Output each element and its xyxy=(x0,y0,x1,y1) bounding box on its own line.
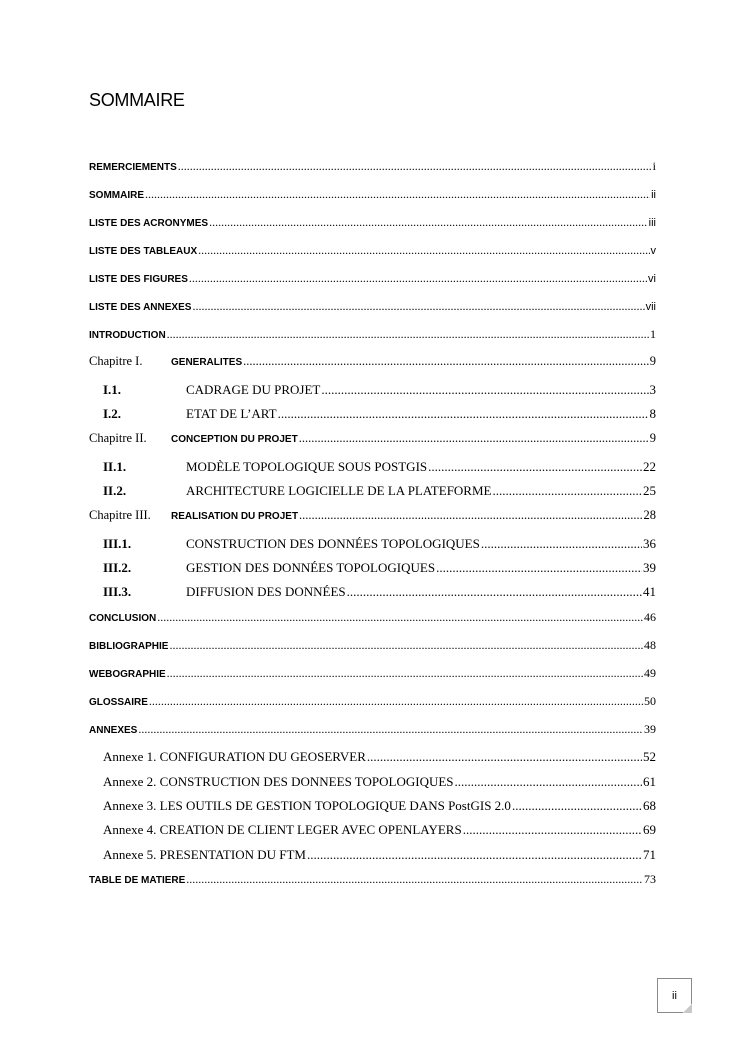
dot-leader xyxy=(367,749,642,765)
section-number: I.1. xyxy=(103,382,122,397)
dot-leader xyxy=(192,299,644,314)
toc-annexe-2[interactable] xyxy=(89,774,656,790)
toc-entry-page: 68 xyxy=(643,798,656,813)
section-number: III.2. xyxy=(103,560,132,575)
toc-entry-page: 1 xyxy=(650,327,656,341)
dot-leader xyxy=(167,327,649,342)
dot-leader xyxy=(198,243,649,258)
page-number: ii xyxy=(672,989,677,1002)
toc-entry-page: v xyxy=(650,245,656,257)
toc-annexe-1[interactable] xyxy=(89,749,656,765)
dot-leader xyxy=(299,431,649,446)
dot-leader xyxy=(492,483,642,499)
toc-section-1-2[interactable] xyxy=(89,406,656,422)
toc-entry-tableaux[interactable] xyxy=(89,243,656,258)
toc-annexe-5[interactable] xyxy=(89,847,656,863)
section-title: CADRAGE DU PROJET xyxy=(186,382,321,397)
toc-entry-page: ii xyxy=(651,189,656,201)
section-title: ETAT DE L’ART xyxy=(186,406,277,421)
section-number: I.2. xyxy=(103,406,122,421)
toc-entry-title: BIBLIOGRAPHIE xyxy=(89,641,169,652)
toc-entry-page: 50 xyxy=(644,694,656,708)
dot-leader xyxy=(157,610,643,625)
dot-leader xyxy=(278,406,649,422)
dot-leader xyxy=(347,584,642,600)
section-title: ARCHITECTURE LOGICIELLE DE LA PLATEFORME xyxy=(186,483,492,498)
dot-leader xyxy=(299,508,642,523)
toc-entry-page: 9 xyxy=(649,354,656,368)
dot-leader xyxy=(463,822,642,838)
toc-annexe-4[interactable] xyxy=(89,822,656,838)
annexe-title: Annexe 4. CREATION DE CLIENT LEGER AVEC OPENLAYERS xyxy=(103,822,462,837)
toc-section-1-1[interactable] xyxy=(89,382,656,398)
toc-entry-page: vii xyxy=(645,301,656,313)
toc-chapter-1[interactable] xyxy=(89,354,656,369)
toc-entry-page: 9 xyxy=(649,431,656,445)
dot-leader xyxy=(189,271,647,286)
dot-leader xyxy=(149,694,643,709)
dot-leader xyxy=(481,536,642,552)
toc-entry-page: 36 xyxy=(643,536,656,551)
dot-leader xyxy=(169,638,643,653)
toc-entry-page: iii xyxy=(648,217,656,229)
chapter-number: Chapitre I. xyxy=(89,354,143,368)
chapter-number: Chapitre II. xyxy=(89,431,147,445)
toc-entry-acronymes[interactable] xyxy=(89,215,656,230)
toc-section-2-1[interactable] xyxy=(89,459,656,475)
toc-entry-title: CONCLUSION xyxy=(89,613,157,624)
toc-entry-title: INTRODUCTION xyxy=(89,330,166,341)
annexe-title: Annexe 5. PRESENTATION DU FTM xyxy=(103,847,306,862)
section-number: III.3. xyxy=(103,584,132,599)
toc-entry-page: vi xyxy=(648,273,656,285)
toc-entry-page: 73 xyxy=(644,872,656,886)
chapter-number: Chapitre III. xyxy=(89,508,151,522)
toc-entry-page: 49 xyxy=(644,666,656,680)
chapter-title: GENERALITES xyxy=(171,357,243,368)
toc-entry-page: 46 xyxy=(644,610,656,624)
toc-entry-page: 71 xyxy=(643,847,656,862)
toc-entry-title: LISTE DES FIGURES xyxy=(89,274,188,285)
toc-entry-annexes[interactable] xyxy=(89,722,656,737)
toc-entry-page: 61 xyxy=(643,774,656,789)
toc-entry-title: REMERCIEMENTS xyxy=(89,162,177,173)
toc-section-3-3[interactable] xyxy=(89,584,656,600)
dot-leader xyxy=(307,847,642,863)
page-curl-icon xyxy=(683,1004,692,1013)
toc-entry-page: 22 xyxy=(643,459,656,474)
dot-leader xyxy=(321,382,648,398)
section-title: DIFFUSION DES DONNÉES xyxy=(186,584,346,599)
toc-entry-title: LISTE DES ANNEXES xyxy=(89,302,192,313)
dot-leader xyxy=(145,187,650,202)
toc-entry-glossaire[interactable] xyxy=(89,694,656,709)
dot-leader xyxy=(512,798,642,814)
toc-entry-page: 52 xyxy=(643,749,656,764)
section-number: III.1. xyxy=(103,536,132,551)
section-title: CONSTRUCTION DES DONNÉES TOPOLOGIQUES xyxy=(186,536,480,551)
dot-leader xyxy=(167,666,643,681)
page-number-box xyxy=(657,978,692,1013)
toc-entry-title: LISTE DES ACRONYMES xyxy=(89,218,209,229)
annexe-title: Annexe 3. LES OUTILS DE GESTION TOPOLOGIQUE DANS PostGIS 2.0 xyxy=(103,798,511,813)
toc-entry-page: 39 xyxy=(643,560,656,575)
toc-section-3-2[interactable] xyxy=(89,560,656,576)
toc-entry-sommaire[interactable] xyxy=(89,187,656,202)
toc-entry-page: 41 xyxy=(643,584,656,599)
toc-entry-page: 39 xyxy=(644,722,656,736)
toc-entry-page: 28 xyxy=(643,508,656,522)
annexe-title: Annexe 1. CONFIGURATION DU GEOSERVER xyxy=(103,749,366,764)
toc-entry-page: 69 xyxy=(643,822,656,837)
section-title: MODÈLE TOPOLOGIQUE SOUS POSTGIS xyxy=(186,459,428,474)
toc-entry-webographie[interactable] xyxy=(89,666,656,681)
toc-chapter-2[interactable] xyxy=(89,431,656,446)
dot-leader xyxy=(138,722,643,737)
dot-leader xyxy=(186,872,643,887)
toc-entry-page: 48 xyxy=(644,638,656,652)
section-number: II.2. xyxy=(103,483,127,498)
toc-entry-page: 8 xyxy=(649,406,656,421)
dot-leader xyxy=(436,560,642,576)
dot-leader xyxy=(178,159,652,174)
chapter-title: REALISATION DU PROJET xyxy=(171,511,299,522)
toc-entry-page: i xyxy=(652,159,656,173)
toc-entry-bibliographie[interactable] xyxy=(89,638,656,653)
toc-entry-page: 3 xyxy=(649,382,656,397)
toc-entry-title: SOMMAIRE xyxy=(89,190,144,201)
toc-entry-figures[interactable] xyxy=(89,271,656,286)
toc-entry-page: 25 xyxy=(643,483,656,498)
section-title: GESTION DES DONNÉES TOPOLOGIQUES xyxy=(186,560,436,575)
annexe-title: Annexe 2. CONSTRUCTION DES DONNEES TOPOLOGIQUES xyxy=(103,774,454,789)
dot-leader xyxy=(209,215,648,230)
toc-entry-title: LISTE DES TABLEAUX xyxy=(89,246,198,257)
dot-leader xyxy=(243,354,649,369)
toc-section-3-1[interactable] xyxy=(89,536,656,552)
page-title: SOMMAIRE xyxy=(89,90,185,110)
toc-entry-title: GLOSSAIRE xyxy=(89,697,148,708)
toc-annexe-3[interactable] xyxy=(89,798,656,814)
dot-leader xyxy=(428,459,642,475)
section-number: II.1. xyxy=(103,459,127,474)
toc-entry-conclusion[interactable] xyxy=(89,610,656,625)
toc-section-2-2[interactable] xyxy=(89,483,656,499)
toc-entry-title: TABLE DE MATIERE xyxy=(89,875,186,886)
toc-entry-table-matiere[interactable] xyxy=(89,872,656,887)
dot-leader xyxy=(455,774,642,790)
toc-entry-title: WEBOGRAPHIE xyxy=(89,669,166,680)
chapter-title: CONCEPTION DU PROJET xyxy=(171,434,298,445)
toc-entry-introduction[interactable] xyxy=(89,327,656,342)
toc-chapter-3[interactable] xyxy=(89,508,656,523)
toc-entry-remerciements[interactable] xyxy=(89,159,656,174)
toc-entry-liste-annexes[interactable] xyxy=(89,299,656,314)
toc-entry-title: ANNEXES xyxy=(89,725,138,736)
